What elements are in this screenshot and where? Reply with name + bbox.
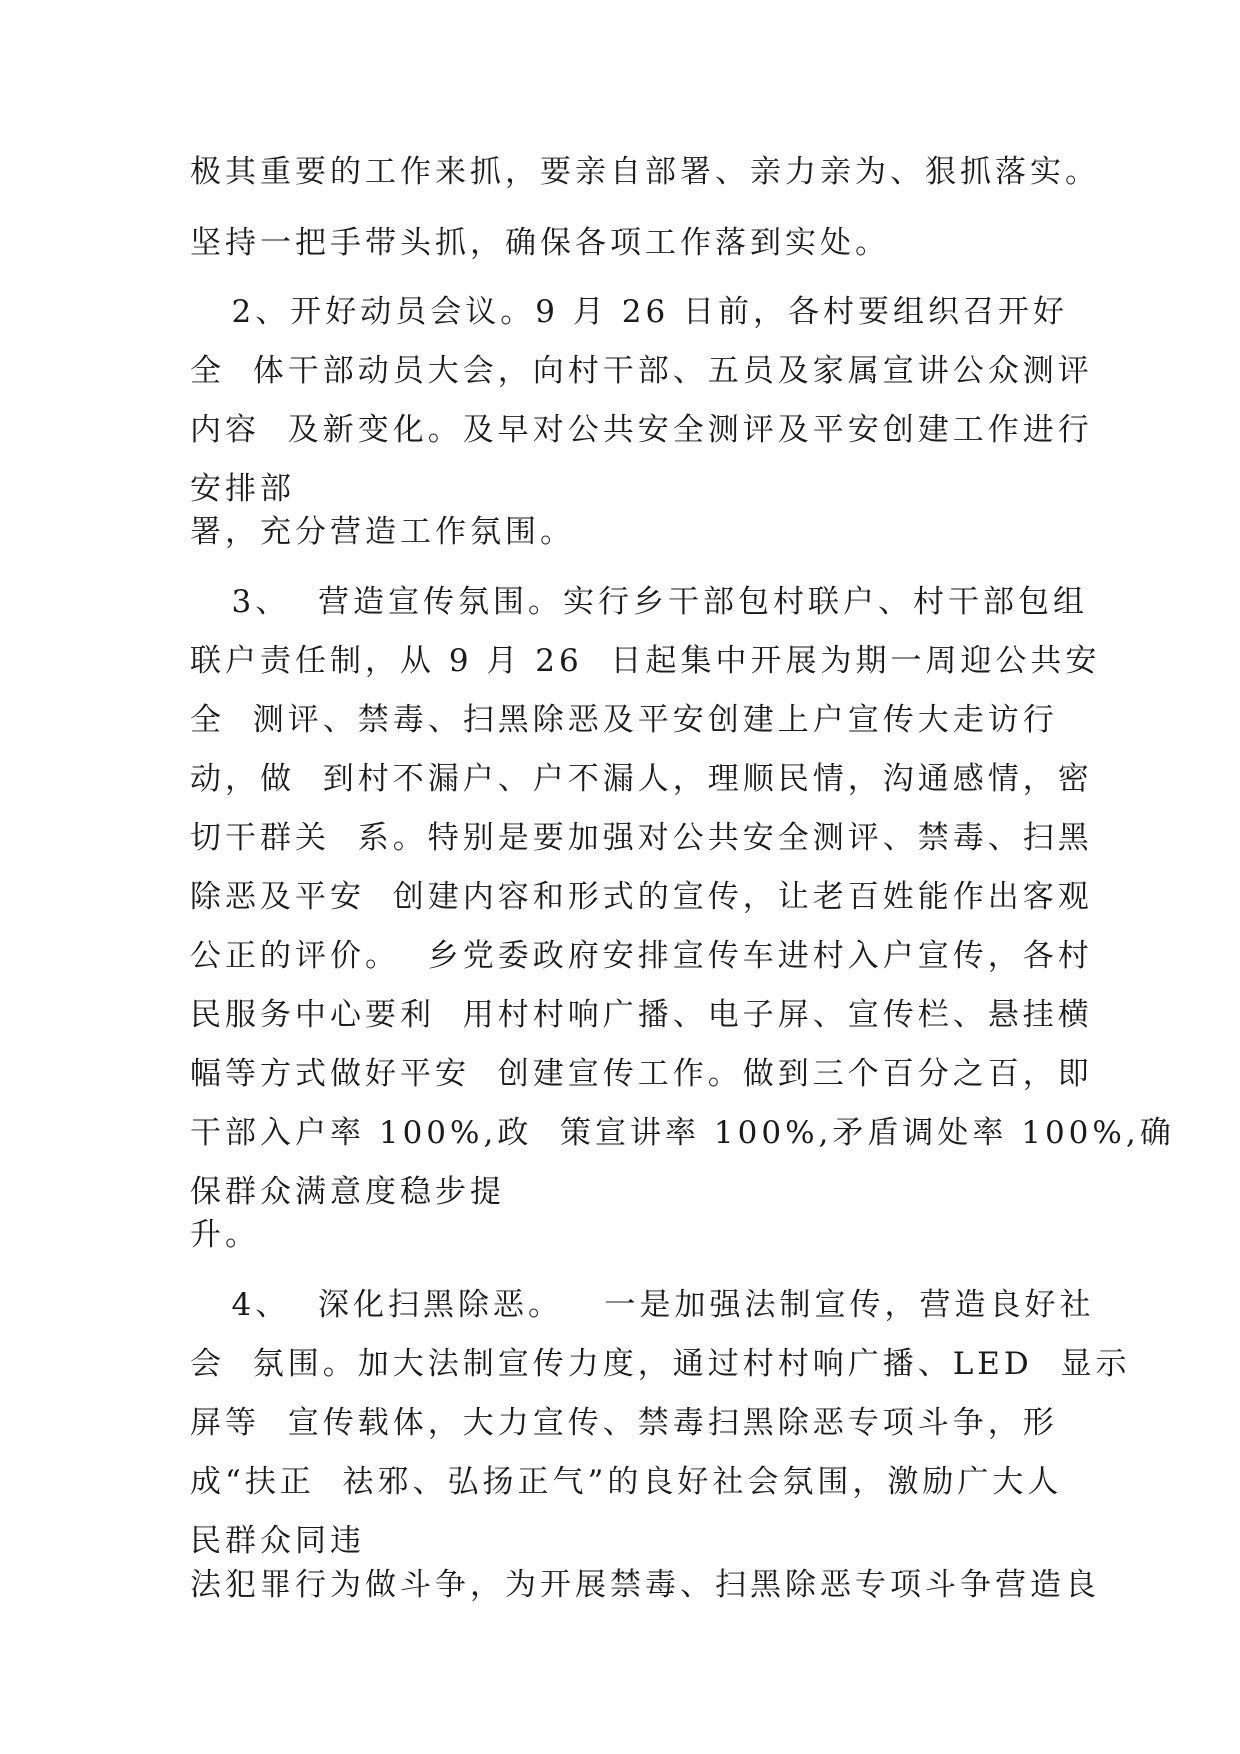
- text-line: 法犯罪行为做斗争，为开展禁毒、扫黑除恶专项斗争营造良: [190, 1567, 1100, 1603]
- text-line: 成“扶正 祛邪、弘扬正气”的良好社会氛围，激励广大人: [190, 1464, 1063, 1500]
- text-line: 署，充分营造工作氛围。: [190, 514, 575, 550]
- text-line: 公正的评价。 乡党委政府安排宣传车进村入户宣传，各村: [190, 938, 1093, 974]
- text-line: 切干群关 系。特别是要加强对公共安全测评、禁毒、扫黑: [190, 820, 1093, 856]
- text-line: 联户责任制，从 9 月 26 日起集中开展为期一周迎公共安: [190, 643, 1101, 679]
- text-line: 会 氛围。加大法制宣传力度，通过村村响广播、LED 显示: [190, 1346, 1131, 1382]
- text-line: 保群众满意度稳步提: [190, 1174, 505, 1210]
- text-line: 坚持一把手带头抓，确保各项工作落到实处。: [190, 225, 890, 261]
- text-line: 全 体干部动员大会，向村干部、五员及家属宣讲公众测评: [190, 353, 1093, 389]
- text-line: 2、开好动员会议。9 月 26 日前，各村要组织召开好: [190, 294, 1069, 330]
- text-line: 4、 深化扫黑除恶。 一是加强法制宣传，营造良好社: [190, 1287, 1095, 1323]
- text-line: 全 测评、禁毒、扫黑除恶及平安创建上户宣传大走访行: [190, 702, 1058, 738]
- text-line: 升。: [190, 1217, 260, 1253]
- text-line: 民服务中心要利 用村村响广播、电子屏、宣传栏、悬挂横: [190, 997, 1093, 1033]
- text-line: 民群众同违: [190, 1523, 365, 1559]
- text-line: 3、 营造宣传氛围。实行乡干部包村联户、村干部包组: [190, 584, 1088, 620]
- text-line: 干部入户率 100%,政 策宣讲率 100%,矛盾调处率 100%,确: [190, 1115, 1175, 1151]
- text-line: 极其重要的工作来抓，要亲自部署、亲力亲为、狠抓落实。: [190, 154, 1100, 190]
- text-line: 安排部: [190, 471, 295, 507]
- text-line: 内容 及新变化。及早对公共安全测评及平安创建工作进行: [190, 412, 1093, 448]
- text-line: 幅等方式做好平安 创建宣传工作。做到三个百分之百，即: [190, 1056, 1093, 1092]
- text-line: 除恶及平安 创建内容和形式的宣传，让老百姓能作出客观: [190, 879, 1093, 915]
- text-line: 动，做 到村不漏户、户不漏人，理顺民情，沟通感情，密: [190, 761, 1093, 797]
- text-line: 屏等 宣传载体，大力宣传、禁毒扫黑除恶专项斗争，形: [190, 1405, 1058, 1441]
